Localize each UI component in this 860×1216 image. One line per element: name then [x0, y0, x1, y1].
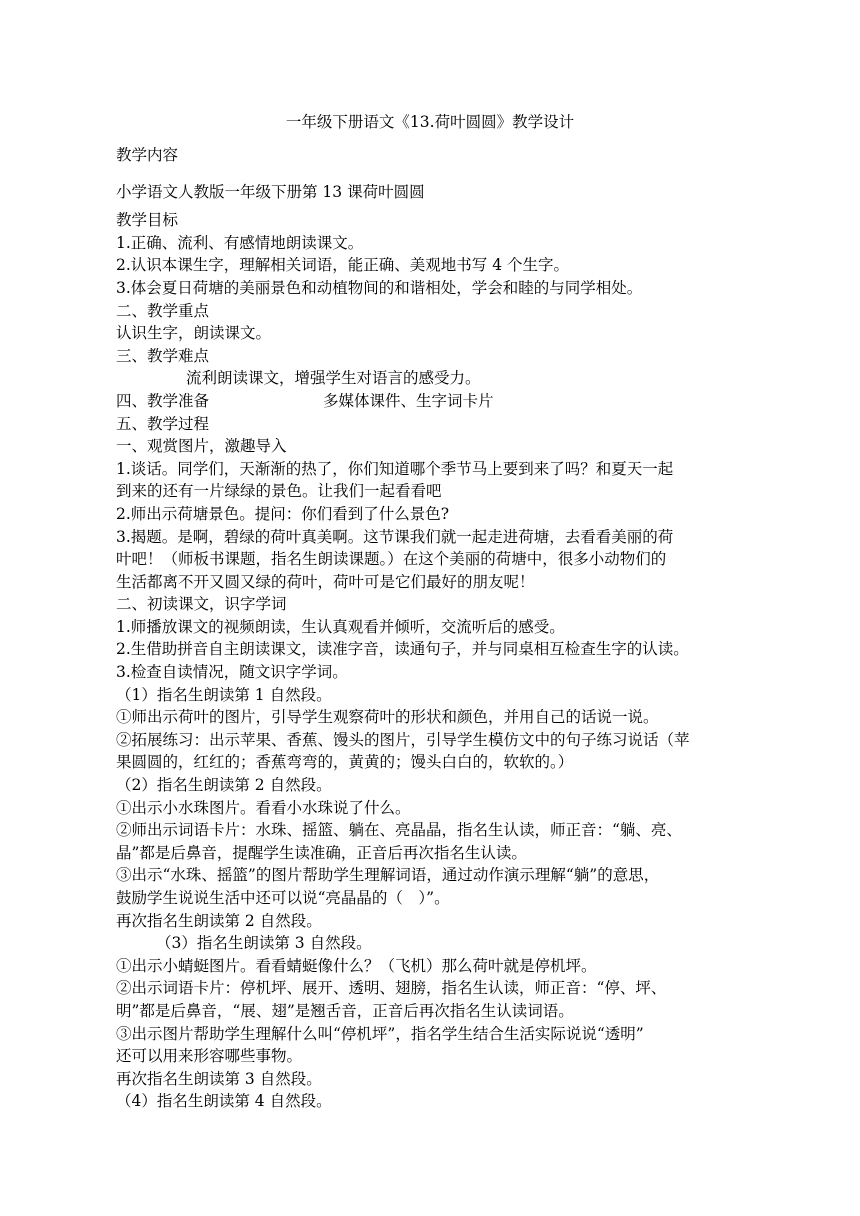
spacer [116, 167, 750, 181]
paragraph-line: 1.谈话。同学们，天渐渐的热了，你们知道哪个季节马上要到来了吗？和夏天一起 [116, 459, 674, 478]
paragraph-line: ②师出示词语卡片：水珠、摇篮、躺在、亮晶晶，指名生认读，师正音：“躺、亮、 [116, 821, 682, 840]
paragraph-line: 果圆圆的，红红的；香蕉弯弯的，黄黄的；馒头白白的，软软的。） [116, 753, 574, 772]
paragraph-line: 晶”都是后鼻音，提醒学生读准确，正音后再次指名生认读。 [116, 843, 527, 862]
paragraph-line: 生活都离不开又圆又绿的荷叶，荷叶可是它们最好的朋友呢！ [116, 572, 535, 591]
paragraph-line: （4）指名生朗读第 4 自然段。 [116, 1092, 332, 1111]
paragraph-line: ①出示小蜻蜓图片。看看蜻蜓像什么？（飞机）那么荷叶就是停机坪。 [116, 956, 597, 975]
prep-row [116, 390, 750, 413]
document-body [116, 144, 750, 1113]
paragraph-line: （1）指名生朗读第 1 自然段。 [116, 685, 332, 704]
section-heading-difficulty: 三、教学难点 [116, 346, 210, 365]
paragraph-line: 1.师播放课文的视频朗读，生认真观看并倾听，交流听后的感受。 [116, 617, 565, 636]
focus-text: 认识生字，朗读课文。 [116, 324, 272, 343]
prep-text: 多媒体课件、生字词卡片 [323, 391, 494, 410]
paragraph-line: ②拓展练习：出示苹果、香蕉、馒头的图片，引导学生模仿文中的句子练习说话（苹 [116, 730, 690, 749]
paragraph-line: 到来的还有一片绿绿的景色。让我们一起看看吧 [116, 482, 442, 501]
paragraph-line: ②出示词语卡片：停机坪、展开、透明、翅膀，指名生认读，师正音：“停、坪、 [116, 979, 667, 998]
document-title: 一年级下册语文《13.荷叶圆圆》教学设计 [285, 113, 575, 131]
paragraph-line: 叶吧！（师板书课题，指名生朗读课题。）在这个美丽的荷塘中，很多小动物们的 [116, 550, 667, 569]
section-heading-process: 五、教学过程 [116, 414, 210, 433]
paragraph-line: （3）指名生朗读第 3 自然段。 [156, 934, 372, 953]
paragraph-line: ③出示“水珠、摇篮”的图片帮助学生理解词语，通过动作演示理解“躺”的意思， [116, 866, 660, 885]
paragraph-line: 3.揭题。是啊，碧绿的荷叶真美啊。这节课我们就一起走进荷塘，去看看美丽的荷 [116, 527, 674, 546]
content-text: 小学语文人教版一年级下册第 13 课荷叶圆圆 [116, 182, 425, 201]
part1-heading: 一、观赏图片，激趣导入 [116, 437, 287, 456]
section-heading-objectives: 教学目标 [116, 211, 179, 230]
paragraph-line: 2.生借助拼音自主朗读课文，读准字音，读通句子，并与同桌相互检查生字的认读。 [116, 640, 689, 659]
section-heading-content: 教学内容 [116, 146, 179, 164]
objective-item: 3.体会夏日荷塘的美丽景色和动植物间的和谐相处，学会和睦的与同学相处。 [116, 278, 643, 297]
paragraph-line: 2.师出示荷塘景色。提问：你们看到了什么景色? [116, 504, 450, 523]
paragraph-line: （2）指名生朗读第 2 自然段。 [116, 776, 332, 795]
paragraph-line: 3.检查自读情况，随文识字学词。 [116, 663, 348, 682]
paragraph-line: 鼓励学生说说生活中还可以说“亮晶晶的（ ）”。 [116, 889, 450, 907]
paragraph-line: 再次指名生朗读第 2 自然段。 [116, 911, 322, 930]
objective-item: 1.正确、流利、有感情地朗读课文。 [116, 233, 364, 252]
objective-item: 2.认识本课生字，理解相关词语，能正确、美观地书写 4 个生字。 [116, 256, 570, 275]
paragraph-line: 明”都是后鼻音，“展、翅”是翘舌音，正音后再次指名生认读词语。 [116, 1001, 574, 1020]
paragraph-line: 再次指名生朗读第 3 自然段。 [116, 1069, 322, 1088]
paragraph-line: ①师出示荷叶的图片，引导学生观察荷叶的形状和颜色，并用自己的话说一说。 [116, 708, 659, 727]
difficulty-text: 流利朗读课文，增强学生对语言的感受力。 [186, 369, 481, 388]
section-heading-focus: 二、教学重点 [116, 301, 210, 320]
paragraph-line: ③出示图片帮助学生理解什么叫“停机坪”，指名学生结合生活实际说说“透明” [116, 1024, 644, 1043]
paragraph-line: ①出示小水珠图片。看看小水珠说了什么。 [116, 798, 411, 817]
paragraph-line: 还可以用来形容哪些事物。 [116, 1047, 303, 1066]
section-heading-prep: 四、教学准备 [116, 391, 210, 410]
part2-heading: 二、初读课文，识字学词 [116, 595, 287, 614]
